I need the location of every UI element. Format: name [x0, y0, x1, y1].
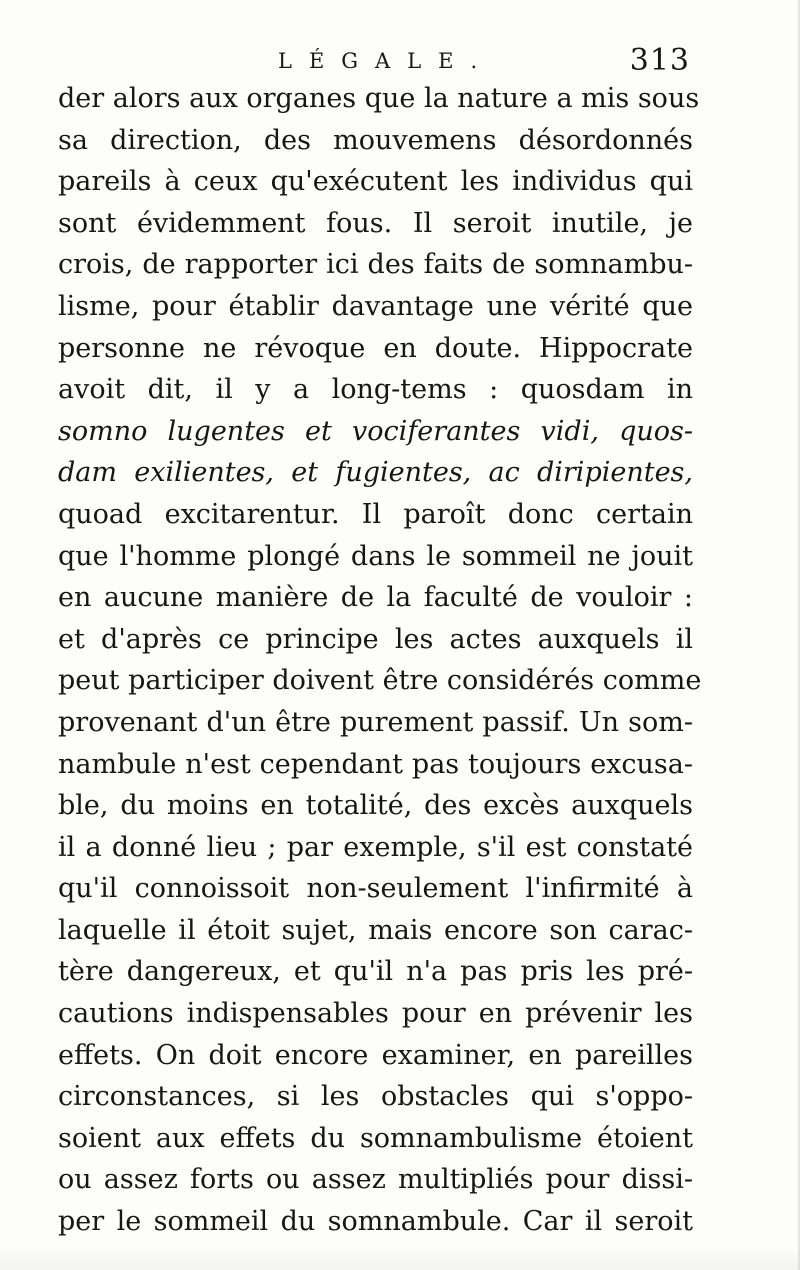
text-line: ble, du moins en totalité, des excès auxquels	[58, 790, 693, 822]
text-line: laquelle il étoit sujet, mais encore son carac-	[58, 914, 693, 946]
text-line: que l'homme plongé dans le sommeil ne jouit	[58, 540, 693, 572]
text-line: sa direction, des mouvemens désordonnés	[58, 124, 693, 156]
text-line: per le sommeil du somnambule. Car il seroit	[58, 1206, 693, 1238]
text-line: soient aux effets du somnambulisme étoient	[58, 1122, 693, 1154]
running-title: LÉGALE.	[278, 49, 495, 73]
text-line: cautions indispensables pour en prévenir les	[58, 998, 693, 1030]
text-line: en aucune manière de la faculté de vouloir :	[58, 582, 693, 614]
text-line: avoit dit, il y a long-tems : quosdam in	[58, 374, 693, 406]
text-line: ou assez forts ou assez multipliés pour dissi-	[58, 1164, 693, 1196]
text-line: tère dangereux, et qu'il n'a pas pris les pré-	[58, 956, 693, 988]
page-bottom-shadow	[0, 1244, 800, 1270]
text-line: circonstances, si les obstacles qui s'oppo-	[58, 1081, 693, 1113]
text-line: pareils à ceux qu'exécutent les individus qui	[58, 166, 693, 198]
latin-quote-line: dam exilientes, et fugientes, ac diripientes,	[58, 457, 693, 489]
text-line: sont évidemment fous. Il seroit inutile, je	[58, 207, 693, 239]
text-line: qu'il connoissoit non-seulement l'infirmité à	[58, 873, 693, 905]
text-line: der alors aux organes que la nature a mis sous	[58, 83, 700, 114]
text-line: crois, de rapporter ici des faits de somnambu-	[58, 249, 693, 281]
text-line: quoad excitarentur. Il paroît donc certain	[58, 498, 693, 530]
text-line: effets. On doit encore examiner, en pareilles	[58, 1039, 693, 1071]
text-line: personne ne révoque en doute. Hippocrate	[58, 332, 693, 364]
text-line: nambule n'est cependant pas toujours excusa-	[58, 748, 693, 780]
page-number: 313	[629, 43, 690, 78]
latin-quote-line: somno lugentes et vociferantes vidi, quos-	[58, 415, 693, 447]
text-line: provenant d'un être purement passif. Un som-	[58, 706, 693, 738]
body-text	[58, 78, 702, 1243]
text-line: il a donné lieu ; par exemple, s'il est constaté	[58, 831, 693, 863]
text-line: et d'après ce principe les actes auxquels il	[58, 623, 693, 655]
text-line: peut participer doivent être considérés comme	[58, 665, 702, 697]
text-line: lisme, pour établir davantage une vérité que	[58, 290, 693, 322]
